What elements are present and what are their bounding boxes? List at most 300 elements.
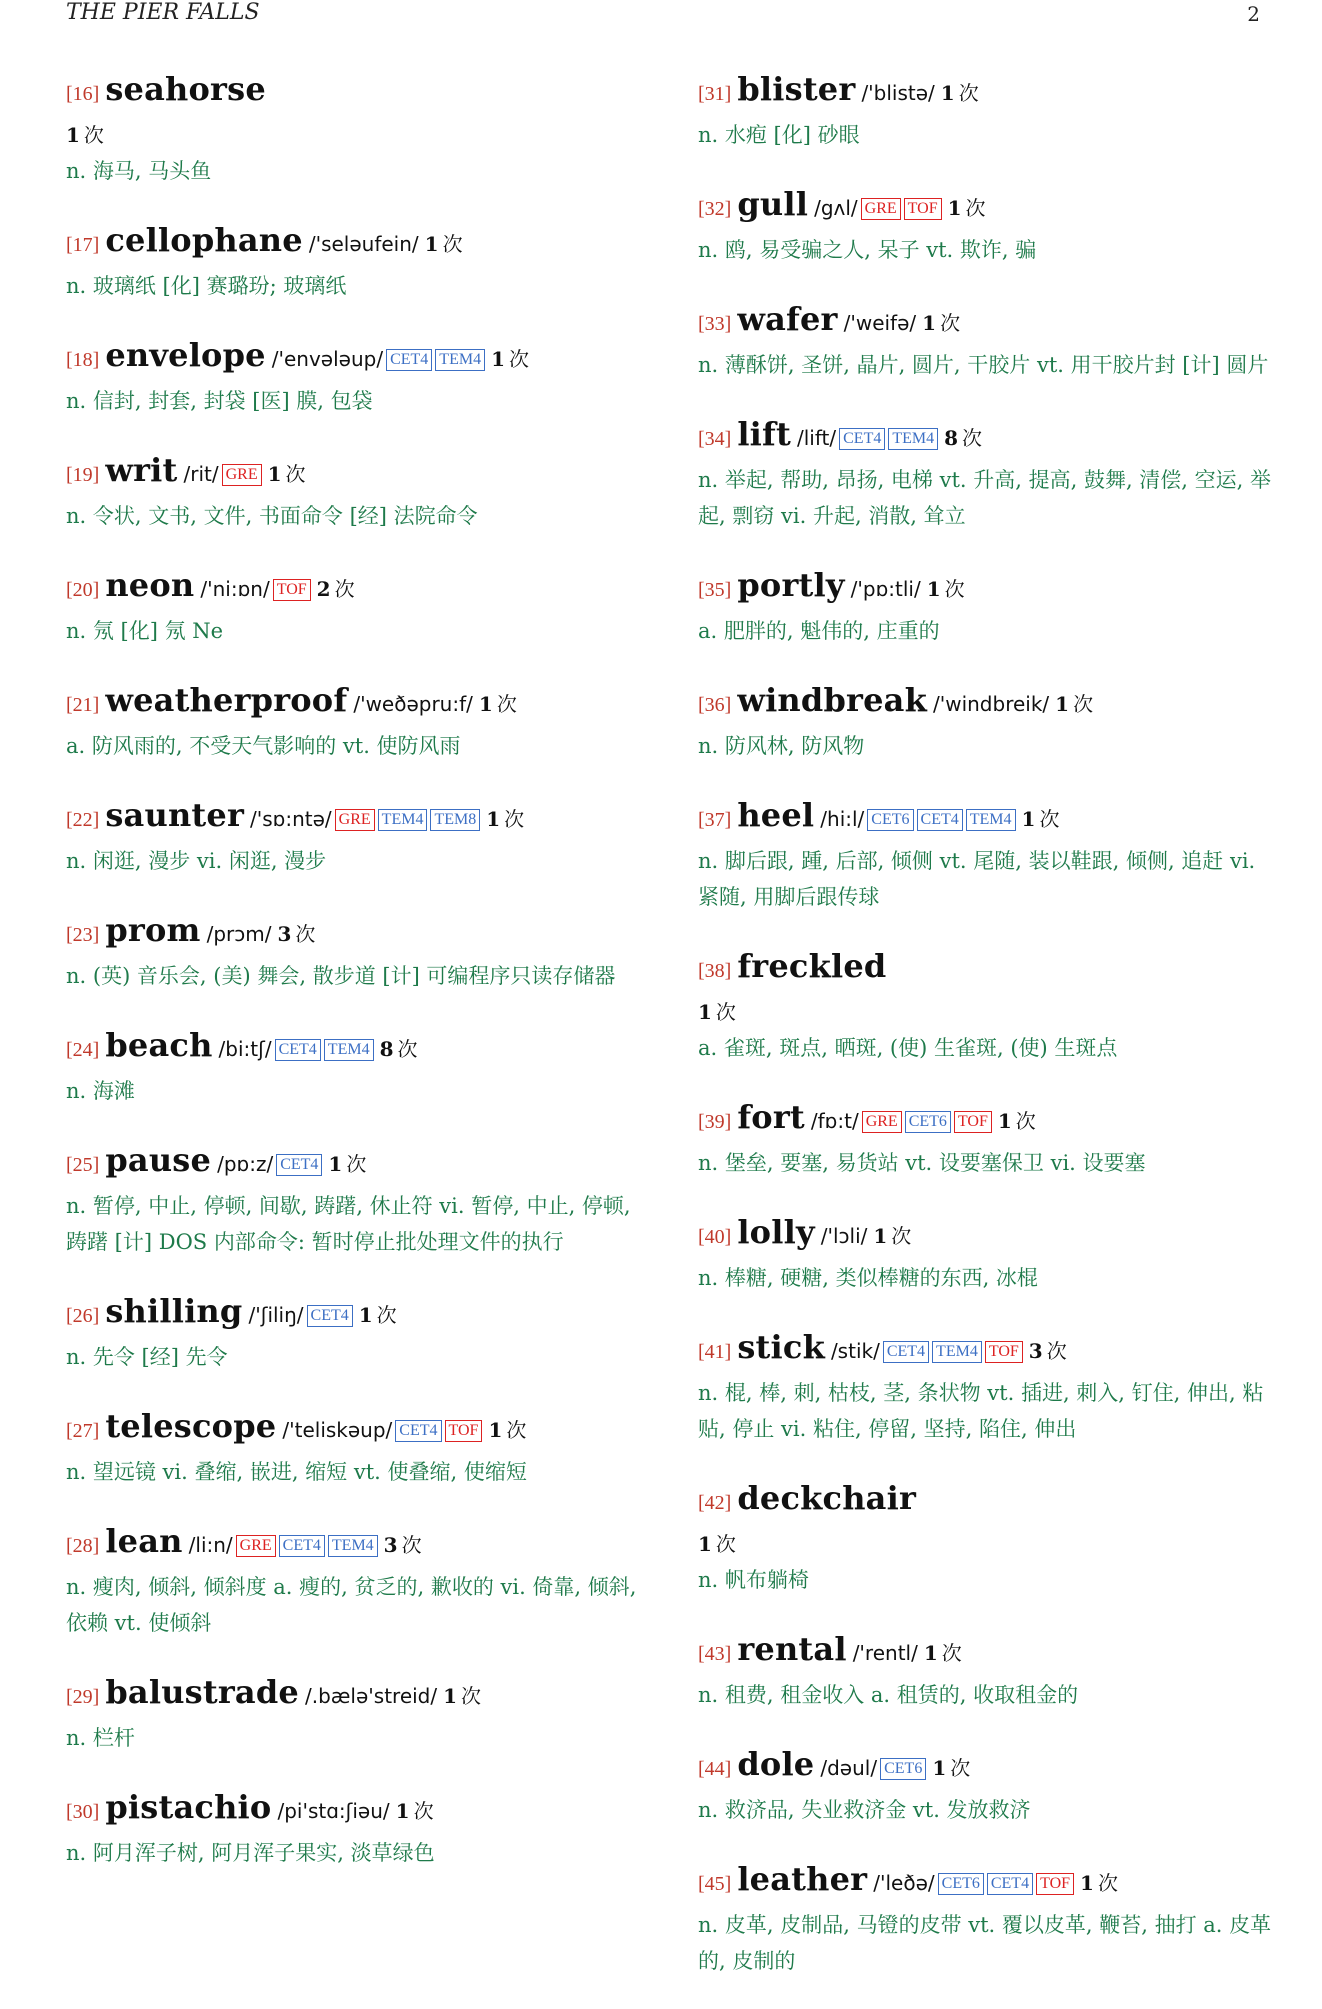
definition: a. 雀斑, 斑点, 晒斑, (使) 生雀斑, (使) 生斑点 [698, 1036, 1118, 1060]
entry-index: [31] [698, 83, 732, 105]
exam-tag-badge: CET4 [386, 349, 432, 371]
vocab-entry [698, 1211, 1278, 1296]
exam-tag-badge: TEM4 [932, 1341, 982, 1363]
entry-index: [28] [66, 1535, 100, 1557]
exam-tag-badge: TOF [273, 579, 311, 601]
exam-tag-badge: GRE [862, 1111, 902, 1133]
headword: lolly [737, 1213, 815, 1251]
definition: n. 租费, 租金收入 a. 租赁的, 收取租金的 [698, 1683, 1079, 1707]
entry-index: [41] [698, 1341, 732, 1363]
frequency-count [922, 311, 960, 335]
entry-headline [698, 1477, 1278, 1526]
frequency-unit: 次 [965, 196, 986, 220]
frequency-number: 1 [395, 1799, 410, 1823]
definition: n. 氖 [化] 氖 Ne [66, 619, 224, 643]
entry-index: [38] [698, 960, 732, 982]
frequency-unit: 次 [376, 1303, 397, 1327]
headword: weatherproof [105, 681, 348, 719]
vocab-entry [698, 68, 1278, 153]
entry-index: [44] [698, 1758, 732, 1780]
vocab-entry [698, 1628, 1278, 1713]
entry-index: [36] [698, 694, 732, 716]
phonetic: /'ʃiliŋ/ [248, 1303, 304, 1327]
phonetic: /lift/ [797, 426, 837, 450]
headword: fort [737, 1098, 805, 1136]
entry-index: [24] [66, 1039, 100, 1061]
frequency-count [384, 1533, 422, 1557]
entry-headline [698, 794, 1278, 843]
phonetic: /'blistə/ [861, 81, 935, 105]
definition: n. 举起, 帮助, 昂扬, 电梯 vt. 升高, 提高, 鼓舞, 清偿, 空运, 举起, 剽窃 vi. 升起, 消散, 耸立 [698, 468, 1272, 528]
entry-index: [43] [698, 1643, 732, 1665]
exam-tag-badge: CET4 [987, 1873, 1033, 1895]
frequency-unit: 次 [1073, 692, 1094, 716]
frequency-number: 2 [316, 577, 331, 601]
exam-tag-badge: TEM4 [328, 1535, 378, 1557]
phonetic: /rit/ [183, 462, 219, 486]
definition: n. 堡垒, 要塞, 易货站 vt. 设要塞保卫 vi. 设要塞 [698, 1151, 1146, 1175]
frequency-unit: 次 [940, 311, 961, 335]
frequency-unit: 次 [504, 807, 525, 831]
left-column [66, 68, 646, 1901]
frequency-unit: 次 [962, 426, 983, 450]
vocab-entry [66, 1405, 646, 1490]
headword: dole [737, 1745, 815, 1783]
entry-headline [66, 1024, 646, 1073]
entry-headline [698, 945, 1278, 994]
frequency-number: 3 [1028, 1339, 1043, 1363]
frequency-count [1080, 1871, 1118, 1895]
entry-index: [42] [698, 1492, 732, 1514]
entry-headline [698, 1211, 1278, 1260]
entry-index: [25] [66, 1154, 100, 1176]
exam-tag-badge: CET4 [307, 1305, 353, 1327]
entry-index: [37] [698, 809, 732, 831]
entry-headline [698, 1326, 1278, 1375]
vocab-entry [698, 1096, 1278, 1181]
page-number: 2 [1247, 2, 1260, 26]
definition: n. 闲逛, 漫步 vi. 闲逛, 漫步 [66, 849, 327, 873]
definition: n. 暂停, 中止, 停顿, 间歇, 踌躇, 休止符 vi. 暂停, 中止, 停顿, 踌躇 [计] DOS 内部命令: 暂时停止批处理文件的执行 [66, 1194, 631, 1254]
vocab-entry [698, 945, 1278, 1066]
headword: beach [105, 1026, 213, 1064]
frequency-count [698, 994, 1278, 1030]
entry-index: [39] [698, 1111, 732, 1133]
definition: n. 防风林, 防风物 [698, 734, 865, 758]
entry-index: [34] [698, 428, 732, 450]
vocab-entry [66, 564, 646, 649]
vocab-entry [698, 298, 1278, 383]
frequency-count [873, 1224, 911, 1248]
definition: n. 栏杆 [66, 1726, 135, 1750]
headword: heel [737, 796, 815, 834]
phonetic: /prɔm/ [206, 922, 272, 946]
exam-tag-badge: TOF [1036, 1873, 1074, 1895]
frequency-count [443, 1684, 481, 1708]
entry-index: [30] [66, 1801, 100, 1823]
frequency-number: 1 [926, 577, 941, 601]
frequency-number: 3 [383, 1533, 398, 1557]
vocab-entry [66, 449, 646, 534]
frequency-number: 1 [358, 1303, 373, 1327]
page-header-title: THE PIER FALLS [66, 0, 260, 25]
headword: wafer [737, 300, 838, 338]
headword: deckchair [737, 1479, 917, 1517]
entry-headline [66, 1671, 646, 1720]
frequency-count [927, 577, 965, 601]
frequency-number: 1 [267, 462, 282, 486]
definition: n. 望远镜 vi. 叠缩, 嵌进, 缩短 vt. 使叠缩, 使缩短 [66, 1460, 527, 1484]
vocab-entry [66, 219, 646, 304]
frequency-number: 1 [923, 1641, 938, 1665]
exam-tag-badge: TEM8 [430, 809, 480, 831]
frequency-number: 1 [997, 1109, 1012, 1133]
exam-tag-badge: CET4 [917, 809, 963, 831]
frequency-number: 8 [944, 426, 959, 450]
headword: envelope [105, 336, 266, 374]
entry-headline [66, 68, 646, 117]
frequency-count [1029, 1339, 1067, 1363]
phonetic: /'leðə/ [873, 1871, 935, 1895]
frequency-count [698, 1526, 1278, 1562]
phonetic: /hi:l/ [820, 807, 865, 831]
frequency-number: 3 [277, 922, 292, 946]
frequency-count [998, 1109, 1036, 1133]
frequency-unit: 次 [442, 232, 463, 256]
definition: n. 薄酥饼, 圣饼, 晶片, 圆片, 干胶片 vt. 用干胶片封 [计] 圆片 [698, 353, 1269, 377]
entry-headline [698, 564, 1278, 613]
entry-headline [66, 1786, 646, 1835]
headword: cellophane [105, 221, 303, 259]
frequency-unit: 次 [461, 1684, 482, 1708]
definition: n. 棍, 棒, 刺, 枯枝, 茎, 条状物 vt. 插进, 刺入, 钉住, 伸出, 粘贴, 停止 vi. 粘住, 停留, 坚持, 陷住, 伸出 [698, 1381, 1264, 1441]
headword: shilling [105, 1292, 243, 1330]
vocab-entry [698, 183, 1278, 268]
definition: n. 水疱 [化] 砂眼 [698, 123, 860, 147]
headword: stick [737, 1328, 825, 1366]
entry-headline [698, 1743, 1278, 1792]
entry-headline [698, 679, 1278, 728]
entry-index: [22] [66, 809, 100, 831]
exam-tag-badge: CET6 [867, 809, 913, 831]
definition: a. 防风雨的, 不受天气影响的 vt. 使防风雨 [66, 734, 461, 758]
exam-tag-badge: TOF [954, 1111, 992, 1133]
vocab-entry [66, 1139, 646, 1260]
definition: n. 信封, 封套, 封袋 [医] 膜, 包袋 [66, 389, 373, 413]
frequency-count [479, 692, 517, 716]
frequency-unit: 次 [285, 462, 306, 486]
frequency-unit: 次 [413, 1799, 434, 1823]
entry-index: [17] [66, 234, 100, 256]
frequency-number: 1 [940, 81, 955, 105]
frequency-count [268, 462, 306, 486]
headword: freckled [737, 947, 887, 985]
headword: pistachio [105, 1788, 272, 1826]
entry-index: [19] [66, 464, 100, 486]
frequency-unit: 次 [295, 922, 316, 946]
definition: n. 皮革, 皮制品, 马镫的皮带 vt. 覆以皮革, 鞭苔, 抽打 a. 皮革的, 皮制的 [698, 1913, 1272, 1973]
entry-headline [66, 219, 646, 268]
headword: gull [737, 185, 809, 223]
definition: n. 先令 [经] 先令 [66, 1345, 228, 1369]
phonetic: /pi'stɑ:ʃiəu/ [277, 1799, 390, 1823]
phonetic: /'sɒ:ntə/ [250, 807, 332, 831]
vocab-entry [66, 1024, 646, 1109]
definition: n. 令状, 文书, 文件, 书面命令 [经] 法院命令 [66, 504, 478, 528]
phonetic: /dəul/ [820, 1756, 878, 1780]
entry-index: [20] [66, 579, 100, 601]
phonetic: /'teliskəup/ [282, 1418, 393, 1442]
entry-index: [35] [698, 579, 732, 601]
frequency-unit: 次 [715, 1532, 736, 1556]
entry-index: [33] [698, 313, 732, 335]
definition: n. 救济品, 失业救济金 vt. 发放救济 [698, 1798, 1031, 1822]
frequency-count [924, 1641, 962, 1665]
frequency-count [486, 807, 524, 831]
exam-tag-badge: TOF [904, 198, 942, 220]
entry-headline [698, 298, 1278, 347]
frequency-number: 1 [1055, 692, 1070, 716]
entry-index: [18] [66, 349, 100, 371]
exam-tag-badge: TEM4 [324, 1039, 374, 1061]
frequency-count [1022, 807, 1060, 831]
frequency-unit: 次 [397, 1037, 418, 1061]
entry-headline [698, 1096, 1278, 1145]
entry-headline [66, 1520, 646, 1569]
entry-headline [698, 1628, 1278, 1677]
frequency-count [488, 1418, 526, 1442]
entry-headline [698, 413, 1278, 462]
headword: windbreak [737, 681, 927, 719]
exam-tag-badge: TEM4 [435, 349, 485, 371]
definition: n. 鸥, 易受骗之人, 呆子 vt. 欺诈, 骗 [698, 238, 1037, 262]
phonetic: /li:n/ [188, 1533, 233, 1557]
frequency-unit: 次 [509, 347, 529, 371]
vocab-entry [698, 564, 1278, 649]
exam-tag-badge: CET4 [839, 428, 885, 450]
frequency-unit: 次 [334, 577, 355, 601]
frequency-unit: 次 [401, 1533, 422, 1557]
phonetic: /'lɔli/ [820, 1224, 868, 1248]
phonetic: /'seləufein/ [308, 232, 419, 256]
entry-index: [23] [66, 924, 100, 946]
headword: pause [105, 1141, 212, 1179]
frequency-count [425, 232, 463, 256]
headword: leather [737, 1860, 868, 1898]
headword: telescope [105, 1407, 277, 1445]
exam-tag-badge: GRE [335, 809, 375, 831]
frequency-number: 1 [1021, 807, 1036, 831]
phonetic: /'windbreik/ [932, 692, 1050, 716]
entry-headline [698, 68, 1278, 117]
headword: lean [105, 1522, 183, 1560]
definition: n. 阿月浑子树, 阿月浑子果实, 淡草绿色 [66, 1841, 435, 1865]
frequency-unit: 次 [958, 81, 979, 105]
headword: prom [105, 911, 201, 949]
exam-tag-badge: TEM4 [378, 809, 428, 831]
frequency-number: 1 [443, 1684, 458, 1708]
definition: n. 海马, 马头鱼 [66, 159, 212, 183]
frequency-count [948, 196, 986, 220]
frequency-number: 1 [932, 1756, 947, 1780]
frequency-number: 1 [947, 196, 962, 220]
frequency-unit: 次 [496, 692, 517, 716]
entry-headline [66, 564, 646, 613]
entry-headline [66, 909, 646, 958]
entry-headline [66, 334, 646, 383]
vocab-entry [698, 1326, 1278, 1447]
phonetic: /'weðəpru:f/ [353, 692, 473, 716]
entry-index: [26] [66, 1305, 100, 1327]
frequency-number: 1 [1080, 1871, 1094, 1895]
phonetic: /fɒ:t/ [810, 1109, 859, 1133]
vocab-entry [698, 413, 1278, 534]
exam-tag-badge: CET4 [275, 1039, 321, 1061]
headword: rental [737, 1630, 847, 1668]
frequency-number: 1 [486, 807, 501, 831]
vocab-entry [66, 1671, 646, 1756]
entry-index: [27] [66, 1420, 100, 1442]
entry-index: [29] [66, 1686, 100, 1708]
vocab-entry [66, 1520, 646, 1641]
frequency-count [941, 81, 979, 105]
frequency-number: 1 [66, 123, 80, 147]
frequency-unit: 次 [715, 1000, 736, 1024]
phonetic: /.bælə'streid/ [304, 1684, 438, 1708]
frequency-unit: 次 [1015, 1109, 1036, 1133]
frequency-number: 1 [424, 232, 439, 256]
entry-headline [66, 679, 646, 728]
entry-headline [66, 1290, 646, 1339]
exam-tag-badge: CET4 [276, 1154, 322, 1176]
frequency-number: 1 [488, 1418, 503, 1442]
phonetic: /bi:tʃ/ [218, 1037, 272, 1061]
definition: n. 玻璃纸 [化] 赛璐玢; 玻璃纸 [66, 274, 347, 298]
phonetic: /'weifə/ [843, 311, 917, 335]
vocab-entry [66, 68, 646, 189]
entry-headline [698, 183, 1278, 232]
exam-tag-badge: CET4 [395, 1420, 441, 1442]
frequency-number: 1 [873, 1224, 888, 1248]
frequency-count [396, 1799, 434, 1823]
exam-tag-badge: CET4 [883, 1341, 929, 1363]
definition: n. 棒糖, 硬糖, 类似棒糖的东西, 冰棍 [698, 1266, 1038, 1290]
vocab-entry [698, 794, 1278, 915]
headword: portly [737, 566, 845, 604]
frequency-number: 8 [379, 1037, 394, 1061]
frequency-unit: 次 [1039, 807, 1060, 831]
exam-tag-badge: GRE [861, 198, 901, 220]
entry-index: [21] [66, 694, 100, 716]
frequency-unit: 次 [346, 1152, 367, 1176]
frequency-count [380, 1037, 418, 1061]
entry-headline [66, 1405, 646, 1454]
phonetic: /'rentl/ [852, 1641, 918, 1665]
frequency-number: 1 [922, 311, 937, 335]
headword: balustrade [105, 1673, 299, 1711]
vocab-entry [698, 1743, 1278, 1828]
exam-tag-badge: TEM4 [888, 428, 938, 450]
entry-headline [66, 449, 646, 498]
frequency-number: 1 [478, 692, 493, 716]
frequency-unit: 次 [944, 577, 965, 601]
phonetic: /stik/ [830, 1339, 880, 1363]
definition: n. 脚后跟, 踵, 后部, 倾侧 vt. 尾随, 装以鞋跟, 倾侧, 追赶 vi. 紧随, 用脚后跟传球 [698, 849, 1256, 909]
definition: n. 海滩 [66, 1079, 135, 1103]
entry-headline [66, 1139, 646, 1188]
frequency-count [359, 1303, 397, 1327]
vocab-entry [66, 1786, 646, 1871]
entry-index: [40] [698, 1226, 732, 1248]
frequency-number: 1 [491, 347, 505, 371]
exam-tag-badge: CET4 [279, 1535, 325, 1557]
entry-index: [16] [66, 83, 100, 105]
headword: writ [105, 451, 178, 489]
definition: n. (英) 音乐会, (美) 舞会, 散步道 [计] 可编程序只读存储器 [66, 964, 616, 988]
phonetic: /'pɒ:tli/ [850, 577, 921, 601]
exam-tag-badge: TOF [445, 1420, 483, 1442]
vocab-entry [698, 1858, 1278, 1979]
frequency-unit: 次 [506, 1418, 527, 1442]
frequency-count [944, 426, 982, 450]
exam-tag-badge: GRE [222, 464, 262, 486]
entry-headline [698, 1858, 1278, 1907]
phonetic: /'ni:ɒn/ [200, 577, 270, 601]
vocab-entry [698, 679, 1278, 764]
definition: a. 肥胖的, 魁伟的, 庄重的 [698, 619, 940, 643]
definition: n. 瘦肉, 倾斜, 倾斜度 a. 瘦的, 贫乏的, 歉收的 vi. 倚靠, 倾斜, 依赖 vt. 使倾斜 [66, 1575, 637, 1635]
vocab-entry [698, 1477, 1278, 1598]
vocab-entry [66, 909, 646, 994]
exam-tag-badge: CET6 [938, 1873, 984, 1895]
definition: n. 帆布躺椅 [698, 1568, 809, 1592]
frequency-unit: 次 [950, 1756, 971, 1780]
exam-tag-badge: TEM4 [966, 809, 1016, 831]
frequency-count [328, 1152, 366, 1176]
phonetic: /'envələup/ [271, 347, 384, 371]
vocab-entry [66, 679, 646, 764]
frequency-unit: 次 [1097, 1871, 1118, 1895]
frequency-unit: 次 [941, 1641, 962, 1665]
frequency-number: 1 [698, 1532, 712, 1556]
exam-tag-badge: CET6 [880, 1758, 926, 1780]
frequency-unit: 次 [1046, 1339, 1067, 1363]
frequency-count [491, 347, 529, 371]
exam-tag-badge: GRE [236, 1535, 276, 1557]
phonetic: /pɒ:z/ [217, 1152, 274, 1176]
exam-tag-badge: CET6 [905, 1111, 951, 1133]
entry-index: [32] [698, 198, 732, 220]
headword: lift [737, 415, 791, 453]
frequency-unit: 次 [891, 1224, 912, 1248]
entry-index: [45] [698, 1873, 732, 1895]
frequency-number: 1 [698, 1000, 712, 1024]
phonetic: /gʌl/ [814, 196, 858, 220]
headword: seahorse [105, 70, 266, 108]
vocab-entry [66, 334, 646, 419]
frequency-count [317, 577, 355, 601]
headword: blister [737, 70, 856, 108]
frequency-count [932, 1756, 970, 1780]
frequency-count [277, 922, 315, 946]
exam-tag-badge: TOF [985, 1341, 1023, 1363]
vocab-entry [66, 1290, 646, 1375]
frequency-number: 1 [328, 1152, 343, 1176]
frequency-count [66, 117, 646, 153]
headword: neon [105, 566, 195, 604]
frequency-unit: 次 [83, 123, 104, 147]
headword: saunter [105, 796, 245, 834]
